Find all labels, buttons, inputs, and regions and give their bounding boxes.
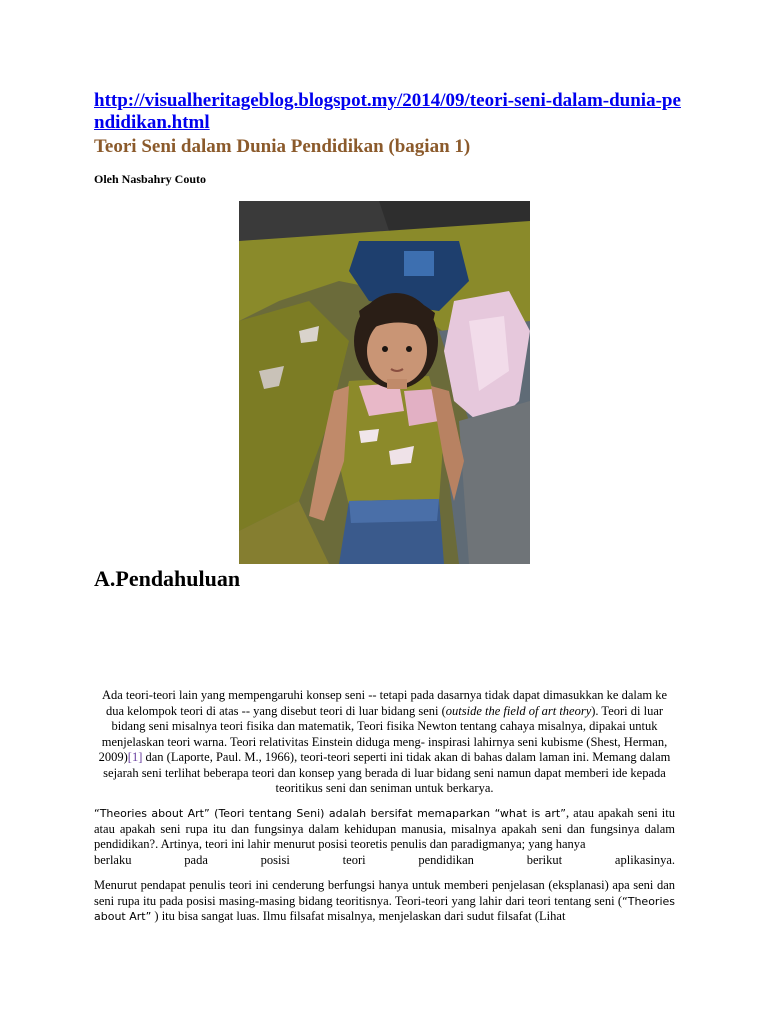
author-byline: Oleh Nasbahry Couto (94, 172, 207, 186)
paragraph-text: ). Teori di luar bidang seni misalnya teori fisika dan matematik, Teori fisika Newton tentang cahaya misalnya, dipakai untuk menjelaskan teori warna. Teori relativitas Einstein diduga meng- inspirasi lahirnya seni kubisme (Shest, Herman, 2009) (98, 703, 668, 764)
paragraph-opinion (94, 878, 675, 925)
paragraph-text: ) itu bisa sangat luas. Ilmu filsafat misalnya, menjelaskan dari sudut filsafat (Lihat (151, 909, 566, 923)
paragraph-theories (94, 806, 675, 868)
paragraph-text: dan (Laporte, Paul. M., 1966), teori-teori seperti ini tidak akan di bahas dalam laman ini. Memang dalam sejarah seni terlihat beberapa teori dan konsep yang berada di luar bidang seni namun dapat memberi ide kepada teoritikus seni dan seniman untuk berkarya. (103, 750, 671, 795)
article-title: Teori Seni dalam Dunia Pendidikan (bagian 1) (94, 136, 471, 157)
italic-phrase: outside the field of art theory (445, 703, 592, 718)
child-photo (239, 201, 530, 564)
paragraph-intro (94, 688, 675, 797)
paragraph-text: Menurut pendapat penulis teori ini cenderung berfungsi hanya untuk memberi penjelasan (eksplanasi) apa seni dan seni rupa itu pada posisi masing-masing bidang teoritisnya. Teori-teori yang lahir dari teori tentang seni ( (94, 878, 675, 908)
section-heading: A.Pendahuluan (94, 566, 241, 591)
source-url-link[interactable]: http://visualheritageblog.blogspot.my/2014/09/teori-seni-dalam-dunia-pendidikan.html (94, 90, 681, 133)
quoted-phrase: “Theories about Art” (94, 894, 675, 923)
footnote-link[interactable]: [1] (127, 750, 143, 764)
paragraph-text: , atau apakah seni itu atau apakah seni rupa itu dan fungsinya dalam kehidupan manusia, misalnya apakah seni dan fungsinya dalam pendidikan?. Artinya, teori ini lahir menurut posisi teoretis penulis dan paradigmanya; yang hanya (94, 806, 675, 851)
quoted-phrase: “Theories about Art” (Teori tentang Seni) adalah bersifat memaparkan “what is art” (94, 807, 566, 820)
paragraph-last-line: berlaku pada posisi teori pendidikan berikut aplikasinya. (94, 852, 675, 867)
paragraph-text: Ada teori-teori lain yang mempengaruhi konsep seni -- tetapi pada dasarnya tidak dapat dimasukkan ke dalam ke dua kelompok teori di atas -- yang disebut teori di luar bidang seni ( (101, 688, 668, 718)
